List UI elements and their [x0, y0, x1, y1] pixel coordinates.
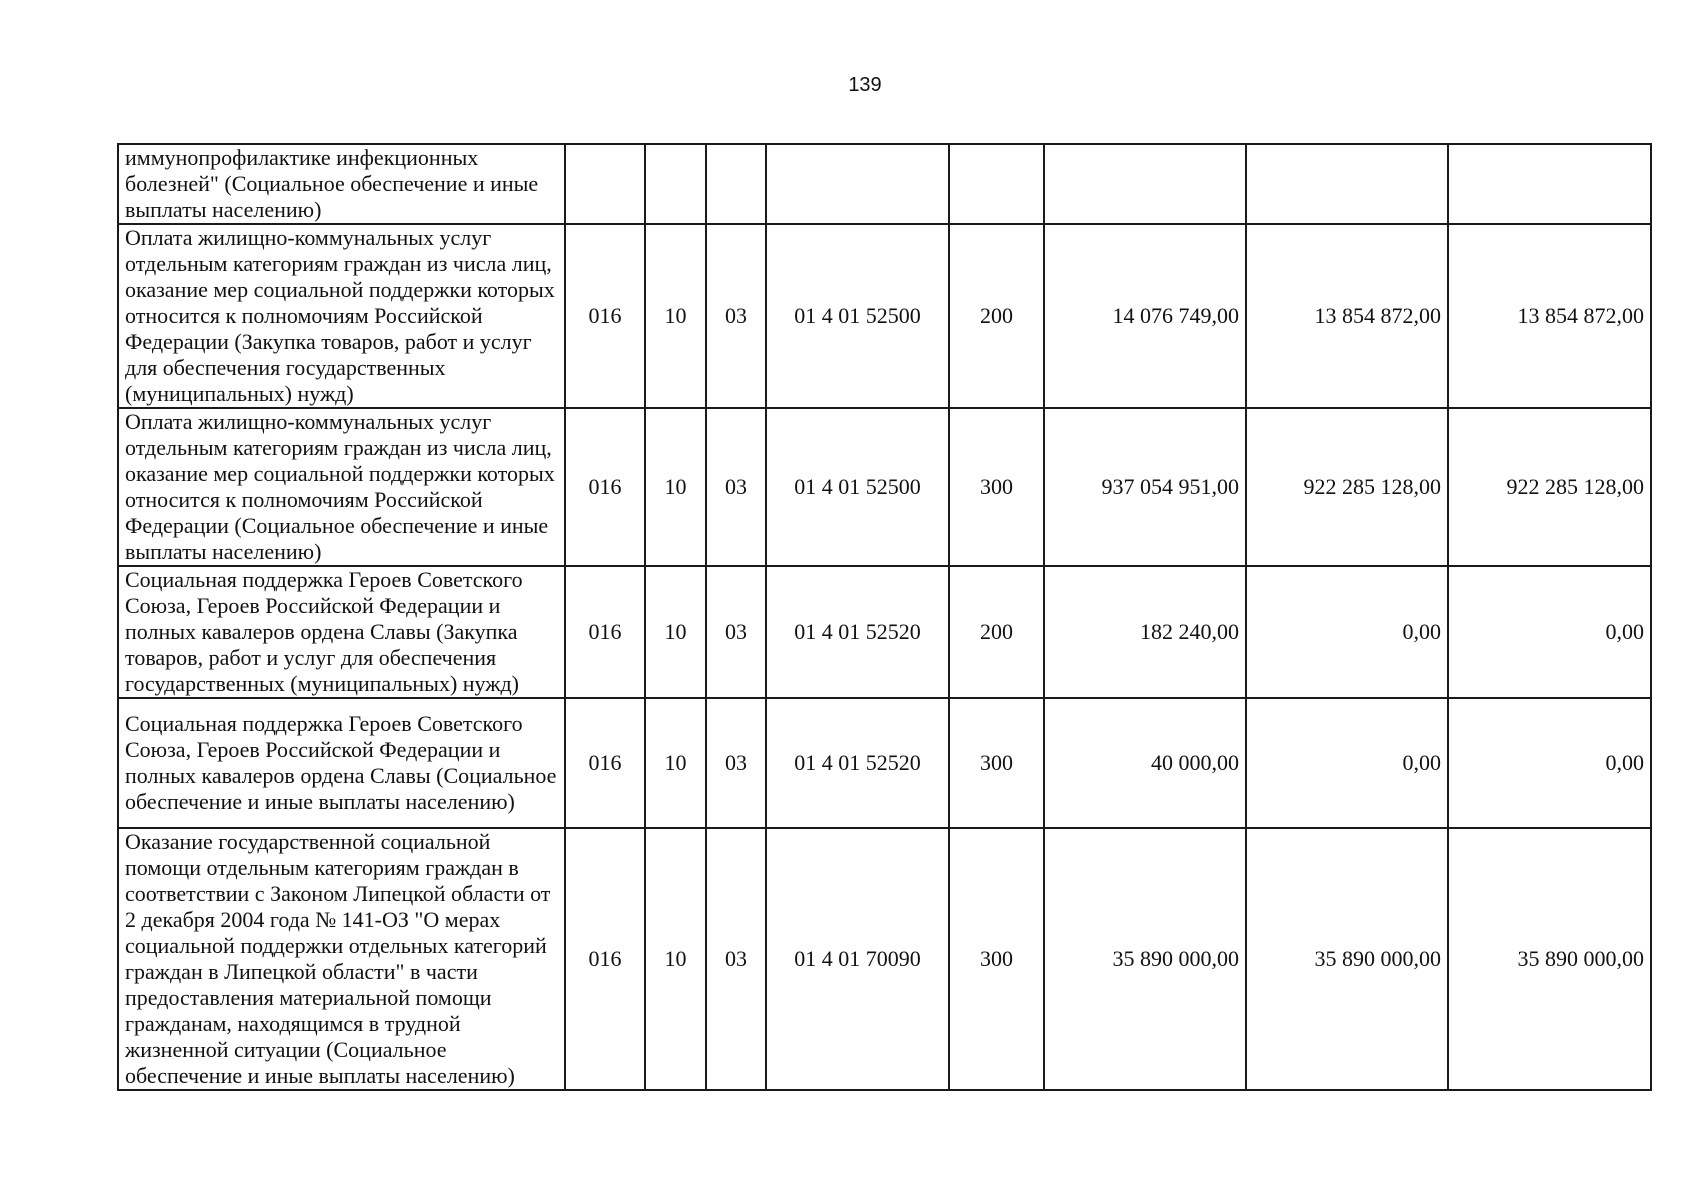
amount-2: 922 285 128,00	[1246, 408, 1448, 566]
expense-type-code: 300	[949, 698, 1044, 828]
target-article-code: 01 4 01 52520	[766, 698, 949, 828]
section-code: 10	[645, 698, 706, 828]
subsection-code: 03	[706, 408, 766, 566]
amount-2: 0,00	[1246, 566, 1448, 698]
amount-2: 13 854 872,00	[1246, 224, 1448, 408]
amount-3: 35 890 000,00	[1448, 828, 1651, 1090]
amount-3	[1448, 144, 1651, 224]
ministry-code: 016	[565, 698, 645, 828]
amount-3: 0,00	[1448, 566, 1651, 698]
ministry-code: 016	[565, 566, 645, 698]
expense-type-code: 300	[949, 828, 1044, 1090]
amount-1: 40 000,00	[1044, 698, 1246, 828]
expense-type-code: 200	[949, 224, 1044, 408]
expense-type-code: 200	[949, 566, 1044, 698]
amount-2	[1246, 144, 1448, 224]
amount-3: 922 285 128,00	[1448, 408, 1651, 566]
subsection-code: 03	[706, 828, 766, 1090]
table-row	[118, 144, 1651, 224]
ministry-code: 016	[565, 408, 645, 566]
row-description: Оплата жилищно-коммунальных услуг отдельным категориям граждан из числа лиц, оказание мер социальной поддержки которых относится к полномочиям Российской Федерации (Закупка товаров, работ и услуг для обеспечения государственных (муниципальных) нужд)	[118, 224, 565, 408]
expense-type-code: 300	[949, 408, 1044, 566]
row-description: иммунопрофилактике инфекционных болезней" (Социальное обеспечение и иные выплаты населению)	[118, 144, 565, 224]
subsection-code: 03	[706, 566, 766, 698]
target-article-code	[766, 144, 949, 224]
row-description: Социальная поддержка Героев Советского Союза, Героев Российской Федерации и полных кавалеров ордена Славы (Закупка товаров, работ и услуг для обеспечения государственных (муниципальных) нужд)	[118, 566, 565, 698]
amount-3: 0,00	[1448, 698, 1651, 828]
expense-type-code	[949, 144, 1044, 224]
amount-3: 13 854 872,00	[1448, 224, 1651, 408]
amount-1: 35 890 000,00	[1044, 828, 1246, 1090]
section-code: 10	[645, 224, 706, 408]
budget-table	[117, 143, 1652, 1091]
row-description: Оказание государственной социальной помощи отдельным категориям граждан в соответствии с Законом Липецкой области от 2 декабря 2004 года № 141-ОЗ "О мерах социальной поддержки отдельных категорий граждан в Липецкой области" в части предоставления материальной помощи гражданам, находящимся в трудной жизненной ситуации (Социальное обеспечение и иные выплаты населению)	[118, 828, 565, 1090]
table-row	[118, 698, 1651, 828]
target-article-code: 01 4 01 52500	[766, 224, 949, 408]
amount-1: 937 054 951,00	[1044, 408, 1246, 566]
amount-1: 14 076 749,00	[1044, 224, 1246, 408]
amount-2: 35 890 000,00	[1246, 828, 1448, 1090]
row-description: Оплата жилищно-коммунальных услуг отдельным категориям граждан из числа лиц, оказание мер социальной поддержки которых относится к полномочиям Российской Федерации (Социальное обеспечение и иные выплаты населению)	[118, 408, 565, 566]
table-row	[118, 224, 1651, 408]
amount-1: 182 240,00	[1044, 566, 1246, 698]
section-code: 10	[645, 408, 706, 566]
section-code	[645, 144, 706, 224]
target-article-code: 01 4 01 52500	[766, 408, 949, 566]
table-row	[118, 408, 1651, 566]
subsection-code	[706, 144, 766, 224]
subsection-code: 03	[706, 224, 766, 408]
target-article-code: 01 4 01 70090	[766, 828, 949, 1090]
page-number: 139	[848, 74, 882, 96]
table-body	[118, 144, 1651, 1090]
ministry-code: 016	[565, 224, 645, 408]
table-row	[118, 828, 1651, 1090]
ministry-code: 016	[565, 828, 645, 1090]
amount-2: 0,00	[1246, 698, 1448, 828]
section-code: 10	[645, 566, 706, 698]
section-code: 10	[645, 828, 706, 1090]
amount-1	[1044, 144, 1246, 224]
table-row	[118, 566, 1651, 698]
subsection-code: 03	[706, 698, 766, 828]
row-description: Социальная поддержка Героев Советского Союза, Героев Российской Федерации и полных кавалеров ордена Славы (Социальное обеспечение и иные выплаты населению)	[118, 698, 565, 828]
ministry-code	[565, 144, 645, 224]
target-article-code: 01 4 01 52520	[766, 566, 949, 698]
